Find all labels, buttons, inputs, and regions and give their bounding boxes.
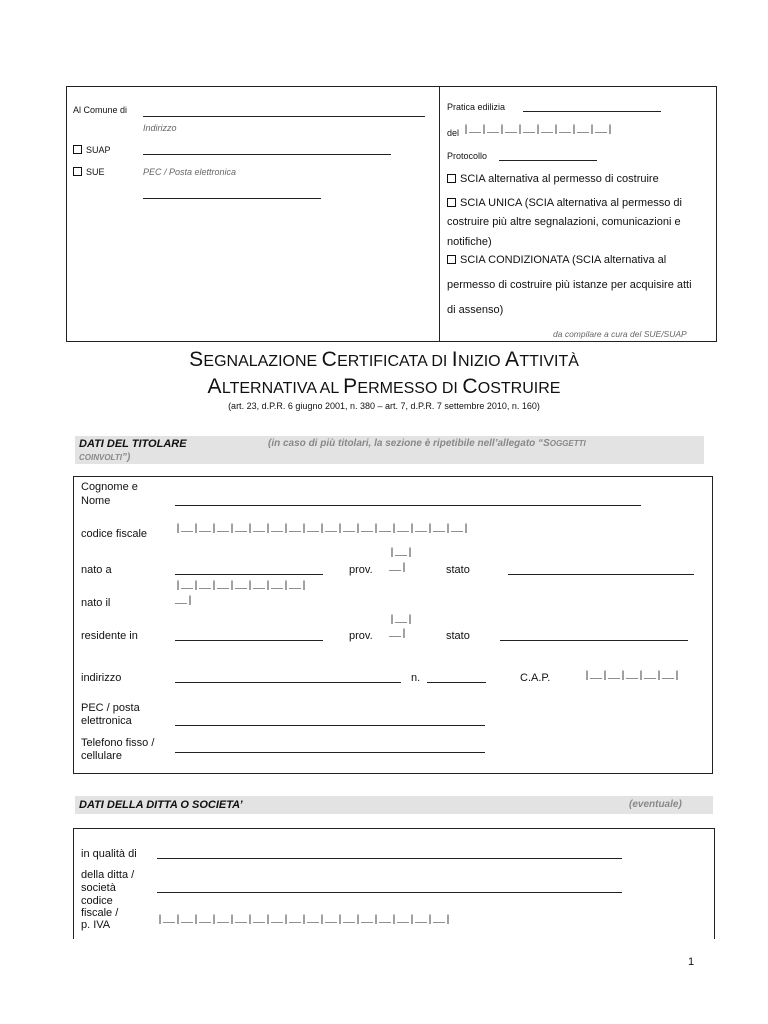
stato-nascita-label: stato [446,564,470,576]
scia-condizionata-option[interactable]: SCIA CONDIZIONATA (SCIA alternativa al [447,254,666,266]
scia-condizionata-text-3: di assenso) [447,304,504,316]
pec-field[interactable] [143,198,321,199]
ditta-label-1: della ditta / [81,869,135,881]
scia-alternativa-option[interactable]: SCIA alternativa al permesso di costruire [447,173,659,185]
prov-residenza-cells-top: |__| [389,615,414,626]
nato-il-label: nato il [81,597,111,609]
scia-unica-text-2: costruire più altre segnalazioni, comunicazioni e [447,216,681,228]
cognome-label-2: Nome [81,495,111,507]
nato-a-field[interactable] [175,574,323,575]
header-divider [439,87,440,341]
indirizzo-label: indirizzo [81,672,122,684]
stato-residenza-field[interactable] [500,640,688,641]
ditta-label-2: società [81,882,116,894]
piva-label-2: fiscale / [81,907,119,919]
section-titolare-title: DATI DEL TITOLARE [79,438,187,450]
scia-unica-option[interactable]: SCIA UNICA (SCIA alternativa al permesso di [447,197,682,209]
pec-label-2: elettronica [81,715,132,727]
scia-alternativa-checkbox[interactable] [447,174,456,183]
prov-residenza-cells[interactable]: __| [389,629,408,640]
section-ditta-title: DATI DELLA DITTA O SOCIETA’ [79,799,243,811]
section-titolare-note: (in caso di più titolari, la sezione è ripetibile nell’allegato “SOGGETTI [268,438,586,449]
sue-checkbox[interactable] [73,167,82,176]
residente-field[interactable] [175,640,323,641]
piva-cells[interactable]: |__|__|__|__|__|__|__|__|__|__|__|__|__|__|__|__| [157,915,452,926]
stato-residenza-label: stato [446,630,470,642]
telefono-field[interactable] [175,752,485,753]
comune-label: Al Comune di [73,105,128,115]
telefono-label-2: cellulare [81,750,122,762]
section-titolare-note-2: COINVOLTI”) [79,452,131,463]
del-date-cells[interactable]: |__|__|__|__|__|__|__|__| [463,125,614,136]
civico-field[interactable] [427,682,486,683]
stato-nascita-field[interactable] [508,574,694,575]
protocollo-label: Protocollo [447,151,488,161]
prov-residenza-label: prov. [349,630,373,642]
pratica-label: Pratica edilizia [447,102,506,112]
title-subtitle: (art. 23, d.P.R. 6 giugno 2001, n. 380 – art. 7, d.P.R. 7 settembre 2010, n. 160) [228,401,540,411]
qualita-label: in qualità di [81,848,137,860]
suap-checkbox[interactable] [73,145,82,154]
residente-label: residente in [81,630,138,642]
suap-option[interactable]: SUAP [73,145,111,155]
header-box [66,86,717,342]
section-ditta-note: (eventuale) [629,799,682,810]
scia-unica-checkbox[interactable] [447,198,456,207]
cap-label: C.A.P. [520,672,551,684]
page-number: 1 [688,956,695,968]
cap-cells[interactable]: |__|__|__|__|__| [584,671,681,682]
pec-hint: PEC / Posta elettronica [143,167,237,177]
pec-field[interactable] [175,725,485,726]
civico-label: n. [411,672,421,684]
cognome-label-1: Cognome e [81,481,138,493]
pratica-field[interactable] [523,111,661,112]
suap-field[interactable] [143,154,391,155]
titolare-box [73,476,713,774]
telefono-label-1: Telefono fisso / [81,737,155,749]
prov-nascita-label: prov. [349,564,373,576]
comune-field[interactable] [143,116,425,117]
cf-cells[interactable]: |__|__|__|__|__|__|__|__|__|__|__|__|__|__|__|__| [175,524,470,535]
qualita-field[interactable] [157,858,622,859]
title-line-2: ALTERNATIVA AL PERMESSO DI COSTRUIRE [207,375,561,398]
scia-condizionata-checkbox[interactable] [447,255,456,264]
prov-nascita-cells[interactable]: __| [389,563,408,574]
nato-a-label: nato a [81,564,112,576]
scia-condizionata-text-2: permesso di costruire più istanze per acquisire atti [447,279,692,291]
pec-label-1: PEC / posta [81,702,140,714]
protocollo-field[interactable] [499,160,597,161]
section-titolare-bar [75,436,704,464]
scia-unica-text-3: notifiche) [447,236,492,248]
prov-nascita-cells-top: |__| [389,548,414,559]
nato-il-cells-end: __| [175,596,194,607]
cf-label: codice fiscale [81,528,148,540]
indirizzo-field[interactable] [175,682,401,683]
ditta-field[interactable] [157,892,622,893]
del-label: del [447,128,460,138]
sue-option[interactable]: SUE [73,167,105,177]
title-line-1: SEGNALAZIONE CERTIFICATA DI INIZIO ATTIVITÀ [189,348,579,371]
document-title [0,347,768,412]
sue-suap-footnote: da compilare a cura del SUE/SUAP [553,329,687,339]
nato-il-cells[interactable]: |__|__|__|__|__|__|__| [175,581,308,592]
piva-label-1: codice [81,895,113,907]
section-ditta-bar [75,796,713,814]
cognome-field[interactable] [175,505,641,506]
ditta-box [73,828,715,939]
piva-label-3: p. IVA [81,919,111,931]
indirizzo-hint: Indirizzo [143,123,177,133]
